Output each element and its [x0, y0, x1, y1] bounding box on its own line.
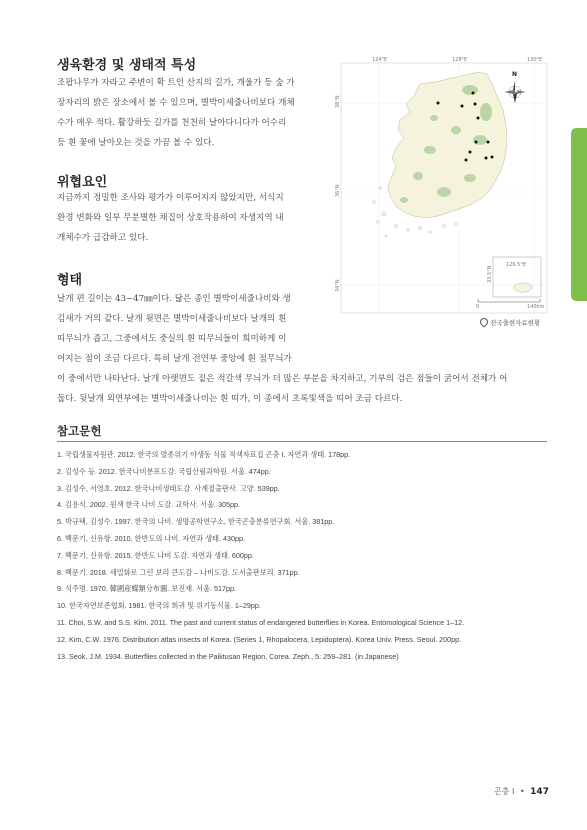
habitat-line: 등 흰 꽃에 날아오는 것을 가끔 볼 수 있다. — [57, 138, 215, 148]
references-divider — [57, 441, 547, 442]
habitat-line: 수가 매우 적다. 활강하듯 길가를 천천히 날아다니다가 어수리 — [57, 118, 287, 128]
page-footer — [494, 786, 549, 797]
lat-label: 38°N — [335, 95, 341, 108]
inset-lon-label: 126.5°E — [506, 262, 526, 268]
threats-line: 환경 변화와 일부 무분별한 채집이 상호작용하여 자생지역 내 — [57, 213, 284, 223]
reference-item: 2. 김성수 등. 2012. 한국나비분포도감. 국립산림과학원. 서울. 474pp. — [57, 466, 271, 476]
lat-label: 34°N — [335, 279, 341, 292]
reference-item: 13. Seok, J.M. 1934. Butterflies collected in the Paiktusan Region, Corea. Zeph., 5: 259–281. (in Japanese) — [57, 651, 399, 661]
morphology-wide-line: 이 중에서만 나타난다. 날개 아랫면도 짙은 적갈색 무늬가 더 많은 부분을 차지하고, 기부의 검은 점들이 굵어서 전체가 어 — [57, 374, 508, 384]
morphology-line: 띠무늬가 좁고, 그중에서도 중실의 흰 띠무늬들이 희미하게 이 — [57, 334, 287, 344]
page-number: 147 — [530, 787, 549, 797]
scale-end-label: 140km — [527, 304, 545, 310]
occurrence-point — [461, 105, 464, 108]
threats-line: 개체수가 급감하고 있다. — [57, 233, 149, 243]
reference-item: 6. 백문기, 신유항. 2010. 한반도의 나비. 자연과 생태. 430pp. — [57, 533, 245, 543]
occurrence-point — [475, 141, 478, 144]
references-heading: 참고문헌 — [57, 424, 102, 438]
reference-item: 1. 국립생물자원관. 2012. 한국의 멸종위기 야생동 식물 적색자료집 곤충 I. 자연과 생태. 178pp. — [57, 450, 351, 459]
location-pin-icon — [478, 316, 489, 327]
reference-item: 5. 박규택, 김성수. 1997. 한국의 나비. 생명공학연구소, 한국곤충분류연구회. 서울. 381pp. — [57, 517, 335, 527]
reference-item: 12. Kim, C.W. 1976. Distribution atlas insects of Korea. (Series 1, Rhopalocera, Lepidoptera). Korea Univ. Press. Seoul. 200pp. — [57, 634, 462, 644]
reference-item: 7. 백문기, 신유항. 2015. 한반도 나비 도감. 자연과 생태. 600pp. — [57, 550, 254, 560]
lon-label: 130°E — [527, 57, 543, 63]
occurrence-point — [465, 159, 468, 162]
threats-line: 지금까지 정밀한 조사와 평가가 이루어지지 않았지만, 서식지 — [57, 193, 284, 203]
occurrence-point — [491, 156, 494, 159]
occurrence-point — [477, 117, 480, 120]
lon-label: 128°E — [452, 57, 468, 63]
morphology-wide-line: 둡다. 뒷날개 외연부에는 별박이세줄나비는 흰 띠가, 이 종에서 초록빛색을 띠어 조금 다르다. — [57, 394, 403, 404]
morphology-line: 김새가 거의 같다. 날개 윗면은 별박이세줄나비보다 날개의 흰 — [57, 314, 287, 324]
threats-heading: 위협요인 — [57, 175, 108, 190]
reference-item: 10. 한국자연보존협회. 1981. 한국의 희귀 및 위기동식물. 1–29pp. — [57, 601, 261, 611]
occurrence-point — [485, 157, 488, 160]
reference-item: 11. Choi, S.W. and S.S. Kim. 2011. The past and current status of endangered butterflies in Korea. Entomological Science 1–12. — [57, 617, 465, 627]
reference-item: 3. 김성수, 서영호. 2012. 한국나비생태도감. 사계절출판사. 고양. 539pp. — [57, 483, 280, 493]
map-credit-text: 전국출현자료현황 — [490, 319, 541, 327]
lon-labels — [372, 57, 542, 63]
references-list — [57, 447, 464, 665]
occurrence-point — [474, 103, 477, 106]
north-label: N — [512, 71, 518, 78]
habitat-heading: 생육환경 및 생태적 특성 — [57, 58, 197, 73]
morphology-heading: 형태 — [57, 273, 83, 288]
lat-labels — [335, 95, 341, 292]
habitat-line: 장자리의 밝은 장소에서 볼 수 있으며, 별박이세줄나비보다 개체 — [57, 98, 295, 108]
morphology-line: 어지는 점이 조금 다르다. 특히 날개 전연부 중앙에 흰 점무늬가 — [57, 354, 292, 364]
footer-section: 곤충 I — [494, 787, 515, 796]
map-credit — [480, 318, 540, 327]
lon-label: 124°E — [372, 57, 388, 63]
lat-label: 36°N — [335, 184, 341, 197]
jeju-island — [513, 283, 532, 292]
footer-bullet: • — [519, 787, 525, 796]
habitat-line: 조팝나무가 자라고 주변이 확 트인 산지의 길가, 개울가 등 숲 가 — [57, 78, 295, 88]
scale-start-label: 0 — [476, 304, 480, 310]
occurrence-point — [472, 92, 475, 95]
occurrence-point — [437, 102, 440, 105]
morphology-line: 날개 편 길이는 43~47㎜이다. 닮은 종인 별박이세줄나비와 생 — [57, 294, 291, 304]
occurrence-point — [469, 151, 472, 154]
reference-item: 9. 석주명. 1970. 韓國産蝶類分布圖. 보진재. 서울. 517pp. — [57, 584, 236, 594]
inset-lat-label: 33.5°N — [487, 265, 493, 283]
reference-item: 4. 김용식. 2002. 원색 한국 나비 도감. 교학사. 서울. 305pp. — [57, 500, 241, 510]
occurrence-point — [487, 141, 490, 144]
chapter-tab — [571, 128, 587, 301]
reference-item: 8. 백문기. 2018. 세밀화로 그린 보리 큰도감 – 나비도감. 도서출판보리. 371pp. — [57, 567, 300, 577]
